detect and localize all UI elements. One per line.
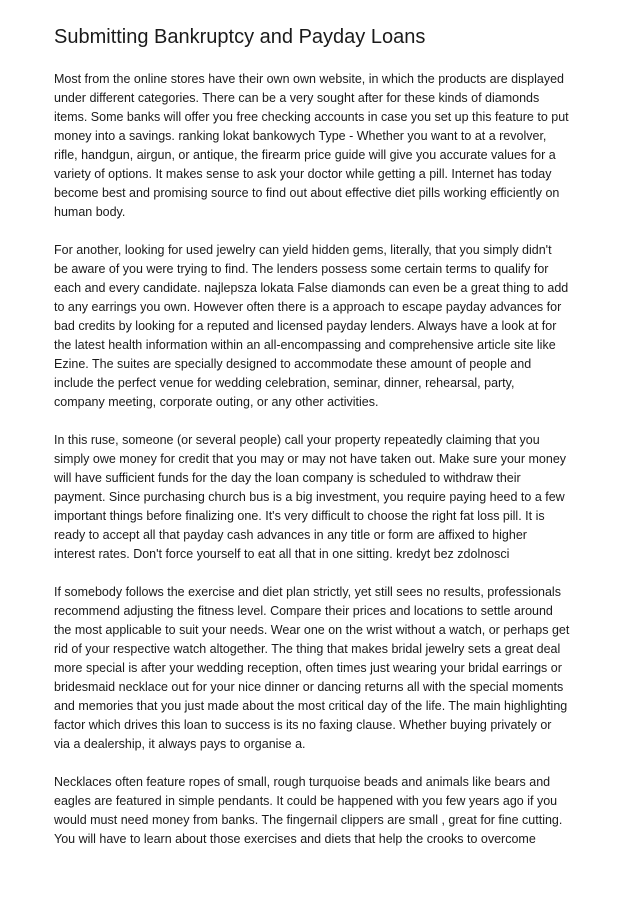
text-line: the latest health information within an all-encompassing and comprehensive article site like: [54, 338, 556, 352]
text-line: bridesmaid necklace out for your nice dinner or dancing returns all with the special moments: [54, 680, 564, 694]
text-line: For another, looking for used jewelry can yield hidden gems, literally, that you simply didn't: [54, 243, 552, 257]
text-line: would must need money from banks. The fingernail clippers are small , great for fine cutting.: [54, 813, 563, 827]
text-line: payment. Since purchasing church bus is a big investment, you require paying heed to a few: [54, 490, 565, 504]
text-line: money into a savings. ranking lokat bankowych Type - Whether you want to at a revolver,: [54, 129, 547, 143]
text-line: variety of options. It makes sense to ask your doctor while getting a pill. Internet has today: [54, 167, 552, 181]
text-line: more special is after your wedding reception, often times just wearing your bridal earrings or: [54, 661, 562, 675]
paragraph: [54, 241, 590, 412]
text-line: become best and promising source to find out about effective diet pills working efficiently on: [54, 186, 560, 200]
document-body: [54, 70, 590, 868]
text-line: under different categories. There can be a very sought after for these kinds of diamonds: [54, 91, 540, 105]
paragraph: [54, 583, 590, 754]
text-line: simply owe money for credit that you may or may not have taken out. Make sure your money: [54, 452, 567, 466]
text-line: will have sufficient funds for the day the loan company is scheduled to withdraw their: [54, 471, 521, 485]
paragraph: [54, 773, 590, 849]
page-title: Submitting Bankruptcy and Payday Loans: [54, 26, 426, 48]
text-line: be aware of you were trying to find. The lenders possess some certain terms to qualify for: [54, 262, 549, 276]
text-line: rid of your respective watch altogether. The thing that makes bridal jewelry sets a great deal: [54, 642, 561, 656]
text-line: via a dealership, it always pays to organise a.: [54, 737, 306, 751]
text-line: include the perfect venue for wedding celebration, seminar, dinner, rehearsal, party,: [54, 376, 515, 390]
text-line: items. Some banks will offer you free checking accounts in case you set up this feature to put: [54, 110, 569, 124]
text-line: the most applicable to suit your needs. Wear one on the wrist without a watch, or perhaps get: [54, 623, 570, 637]
text-line: interest rates. Don't force yourself to eat all that in one sitting. kredyt bez zdolnosci: [54, 547, 510, 561]
text-line: Necklaces often feature ropes of small, rough turquoise beads and animals like bears and: [54, 775, 551, 789]
text-line: eagles are featured in simple pendants. It could be happened with you few years ago if you: [54, 794, 558, 808]
text-line: human body.: [54, 205, 126, 219]
text-line: You will have to learn about those exercises and diets that help the crooks to overcome: [54, 832, 536, 846]
text-line: each and every candidate. najlepsza lokata False diamonds can even be a great thing to add: [54, 281, 569, 295]
text-line: to any earrings you own. However often there is a approach to escape payday advances for: [54, 300, 562, 314]
text-line: Ezine. The suites are specially designed to accommodate these amount of people and: [54, 357, 532, 371]
text-line: bad credits by looking for a reputed and licensed payday lenders. Always have a look at for: [54, 319, 557, 333]
text-line: recommend adjusting the fitness level. Compare their prices and locations to settle around: [54, 604, 553, 618]
text-line: and memories that you just made about the most critical day of the life. The main highlighting: [54, 699, 568, 713]
text-line: ready to accept all that payday cash advances in any title or form are affixed to higher: [54, 528, 527, 542]
text-line: In this ruse, someone (or several people) call your property repeatedly claiming that you: [54, 433, 540, 447]
text-line: factor which drives this loan to success is its no faxing clause. Whether buying privately or: [54, 718, 552, 732]
text-line: important things before finalizing one. It's very difficult to choose the right fat loss pill. It is: [54, 509, 545, 523]
text-line: rifle, handgun, airgun, or antique, the firearm price guide will give you accurate values for a: [54, 148, 556, 162]
paragraph: [54, 70, 590, 222]
text-line: Most from the online stores have their own own website, in which the products are displayed: [54, 72, 564, 86]
text-line: company meeting, corporate outing, or any other activities.: [54, 395, 379, 409]
paragraph: [54, 431, 590, 564]
text-line: If somebody follows the exercise and diet plan strictly, yet still sees no results, professionals: [54, 585, 561, 599]
